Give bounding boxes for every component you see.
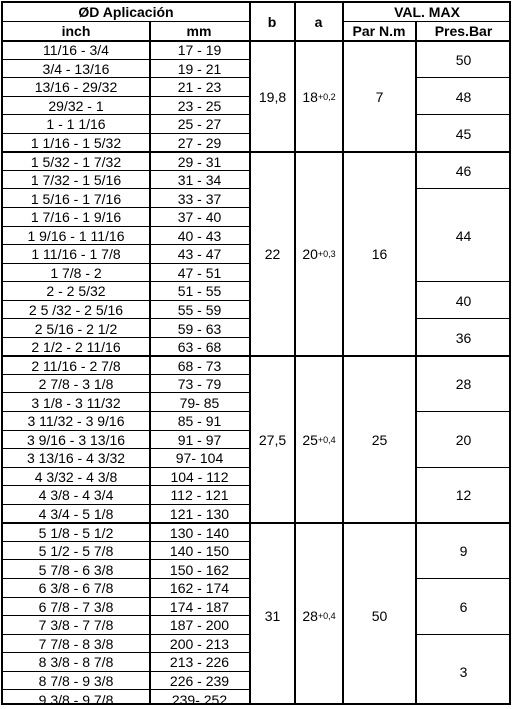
mm-cell: 63 - 68: [177, 339, 222, 356]
column-divider: [294, 3, 296, 703]
mm-cell: 59 - 63: [177, 320, 222, 337]
column-divider: [149, 21, 151, 41]
mm-cell: 104 - 112: [170, 468, 229, 485]
inch-cell: 5 1/2 - 5 7/8: [38, 543, 114, 560]
a-value: 25: [302, 431, 318, 448]
pressure-cell: 44: [455, 227, 472, 244]
row-divider: [3, 652, 249, 653]
inch-cell: 3 13/16 - 4 3/32: [26, 450, 126, 467]
b-cell: 19,8: [258, 88, 287, 105]
column-header-b: b: [267, 14, 277, 30]
a-tolerance: +0,3: [317, 249, 336, 260]
inch-cell: 6 3/8 - 6 7/8: [38, 580, 114, 597]
pressure-divider: [416, 467, 511, 468]
mm-cell: 25 - 27: [177, 116, 222, 133]
inch-cell: 1 7/16 - 1 9/16: [30, 209, 122, 226]
row-divider: [3, 337, 249, 338]
mm-cell: 97- 104: [175, 450, 224, 467]
group-divider: [3, 151, 511, 153]
inch-cell: 4 3/8 - 4 3/4: [38, 487, 114, 504]
inch-cell: 11/16 - 3/4: [43, 42, 109, 59]
a-tolerance: +0,4: [317, 611, 336, 622]
row-divider: [3, 559, 249, 560]
row-divider: [3, 634, 249, 635]
row-divider: [3, 541, 249, 542]
par-cell: 25: [371, 431, 388, 448]
row-divider: [3, 244, 249, 245]
inch-cell: 1 9/16 - 1 11/16: [27, 227, 125, 244]
mm-cell: 174 - 187: [169, 598, 230, 615]
row-divider: [3, 448, 249, 449]
row-divider: [3, 467, 249, 468]
column-divider: [415, 21, 417, 41]
column-header-mm: mm: [186, 23, 212, 39]
mm-cell: 37 - 40: [177, 209, 222, 226]
mm-cell: 40 - 43: [177, 227, 222, 244]
mm-cell: 51 - 55: [177, 283, 222, 300]
b-cell: 22: [264, 246, 281, 263]
pressure-cell: 48: [455, 88, 472, 105]
row-divider: [3, 578, 249, 579]
column-header-inch: inch: [61, 23, 91, 39]
group-header-diameter: ØD Aplicación: [78, 4, 174, 20]
row-divider: [3, 170, 249, 171]
mm-cell: 85 - 91: [177, 413, 222, 430]
mm-cell: 55 - 59: [177, 301, 222, 318]
a-tolerance: +0,4: [317, 434, 336, 445]
inch-cell: 7 7/8 - 8 3/8: [38, 635, 114, 652]
row-divider: [3, 133, 249, 134]
mm-cell: 200 - 213: [169, 635, 230, 652]
inch-cell: 1 7/32 - 1 5/16: [30, 172, 122, 189]
mm-cell: 31 - 34: [177, 172, 222, 189]
row-divider: [3, 226, 249, 227]
a-cell: [295, 152, 343, 356]
row-divider: [3, 504, 249, 505]
par-cell: 16: [371, 246, 388, 263]
mm-cell: 47 - 51: [177, 264, 222, 281]
inch-cell: 3/4 - 13/16: [42, 60, 110, 77]
row-divider: [3, 59, 249, 60]
pressure-divider: [416, 281, 511, 282]
row-divider: [3, 689, 249, 690]
header-bottom-border: [3, 40, 511, 42]
mm-cell: 17 - 19: [177, 42, 222, 59]
inch-cell: 29/32 - 1: [48, 97, 104, 114]
row-divider: [3, 392, 249, 393]
row-divider: [3, 96, 249, 97]
a-cell: [295, 41, 343, 152]
column-header-par: Par N.m: [352, 23, 406, 39]
pressure-cell: 3: [459, 663, 468, 680]
pressure-divider: [416, 578, 511, 579]
mm-cell: 187 - 200: [169, 617, 230, 634]
pressure-cell: 20: [455, 431, 472, 448]
inch-cell: 8 3/8 - 8 7/8: [38, 654, 114, 671]
inch-cell: 2 1/2 - 2 11/16: [31, 339, 121, 356]
row-divider: [3, 485, 249, 486]
mm-cell: 29 - 31: [177, 153, 222, 170]
pressure-cell: 9: [459, 543, 468, 560]
inch-cell: 13/16 - 29/32: [34, 79, 118, 96]
header-divider: [343, 21, 511, 22]
inch-cell: 5 1/8 - 5 1/2: [38, 524, 114, 541]
mm-cell: 226 - 239: [169, 672, 230, 689]
inch-cell: 3 9/16 - 3 13/16: [26, 431, 126, 448]
row-divider: [3, 374, 249, 375]
a-value: 18: [302, 88, 318, 105]
mm-cell: 23 - 25: [177, 97, 222, 114]
inch-cell: 2 7/8 - 3 1/8: [38, 376, 114, 393]
b-cell: 31: [264, 608, 281, 625]
row-divider: [3, 430, 249, 431]
inch-cell: 1 1/16 - 1 5/32: [30, 135, 122, 152]
pressure-cell: 28: [455, 376, 472, 393]
row-divider: [3, 188, 249, 189]
inch-cell: 1 5/16 - 1 7/16: [30, 190, 122, 207]
pressure-divider: [416, 318, 511, 319]
pressure-divider: [416, 411, 511, 412]
row-divider: [3, 318, 249, 319]
mm-cell: 68 - 73: [177, 357, 222, 374]
mm-cell: 27 - 29: [177, 135, 222, 152]
row-divider: [3, 615, 249, 616]
a-cell: [295, 356, 343, 523]
column-header-pres: Pres.Bar: [434, 23, 493, 39]
column-divider: [249, 3, 251, 703]
row-divider: [3, 300, 249, 301]
a-tolerance: +0,2: [317, 91, 336, 102]
inch-cell: 2 11/16 - 2 7/8: [31, 357, 121, 374]
mm-cell: 79- 85: [179, 394, 220, 411]
pressure-cell: 50: [455, 51, 472, 68]
pressure-divider: [416, 634, 511, 635]
inch-cell: 2 5 /32 - 2 5/16: [28, 301, 124, 318]
b-cell: 27,5: [258, 431, 287, 448]
column-header-a: a: [314, 14, 323, 30]
mm-cell: 140 - 150: [169, 543, 230, 560]
inch-cell: 6 7/8 - 7 3/8: [38, 598, 114, 615]
inch-cell: 2 5/16 - 2 1/2: [34, 320, 118, 337]
mm-cell: 43 - 47: [177, 246, 222, 263]
spec-table: [1, 1, 511, 708]
group-divider: [3, 522, 511, 524]
mm-cell: 150 - 162: [169, 561, 230, 578]
inch-cell: 8 7/8 - 9 3/8: [38, 672, 114, 689]
pressure-cell: 12: [455, 487, 472, 504]
pressure-cell: 46: [455, 162, 472, 179]
group-header-val-max: VAL. MAX: [394, 4, 460, 20]
column-divider: [149, 41, 151, 703]
inch-cell: 1 7/8 - 2: [50, 264, 102, 281]
column-divider: [415, 41, 417, 703]
column-divider: [342, 3, 344, 703]
inch-cell: 4 3/4 - 5 1/8: [38, 506, 114, 523]
inch-cell: 3 11/32 - 3 9/16: [27, 413, 125, 430]
mm-cell: 33 - 37: [177, 190, 222, 207]
row-divider: [3, 411, 249, 412]
pressure-cell: 6: [459, 598, 468, 615]
group-divider: [3, 355, 511, 357]
pressure-cell: 45: [455, 125, 472, 142]
row-divider: [3, 597, 249, 598]
inch-cell: 5 7/8 - 6 3/8: [38, 561, 114, 578]
inch-cell: 1 - 1 1/16: [46, 116, 106, 133]
row-divider: [3, 671, 249, 672]
pressure-divider: [416, 77, 511, 78]
row-divider: [3, 77, 249, 78]
a-cell: [295, 523, 343, 709]
mm-cell: 91 - 97: [177, 431, 222, 448]
mm-cell: 73 - 79: [177, 376, 222, 393]
mm-cell: 130 - 140: [169, 524, 230, 541]
inch-cell: 4 3/32 - 4 3/8: [34, 468, 118, 485]
inch-cell: 7 3/8 - 7 7/8: [38, 617, 114, 634]
mm-cell: 162 - 174: [169, 580, 230, 597]
pressure-cell: 36: [455, 329, 472, 346]
mm-cell: 121 - 130: [169, 506, 230, 523]
mm-cell: 19 - 21: [177, 60, 222, 77]
pressure-divider: [416, 188, 511, 189]
pressure-divider: [416, 114, 511, 115]
inch-cell: 9 3/8 - 9 7/8: [38, 691, 114, 708]
a-value: 20: [302, 246, 318, 263]
mm-cell: 239- 252: [171, 691, 228, 708]
mm-cell: 213 - 226: [169, 654, 230, 671]
pressure-cell: 40: [455, 292, 472, 309]
inch-cell: 1 5/32 - 1 7/32: [30, 153, 122, 170]
par-cell: 7: [375, 88, 384, 105]
inch-cell: 3 1/8 - 3 11/32: [31, 394, 121, 411]
inch-cell: 2 - 2 5/32: [46, 283, 106, 300]
mm-cell: 21 - 23: [177, 79, 222, 96]
par-cell: 50: [371, 608, 388, 625]
mm-cell: 112 - 121: [170, 487, 229, 504]
row-divider: [3, 114, 249, 115]
row-divider: [3, 281, 249, 282]
row-divider: [3, 263, 249, 264]
a-value: 28: [302, 608, 318, 625]
row-divider: [3, 207, 249, 208]
header-divider: [3, 21, 249, 22]
inch-cell: 1 11/16 - 1 7/8: [31, 246, 121, 263]
